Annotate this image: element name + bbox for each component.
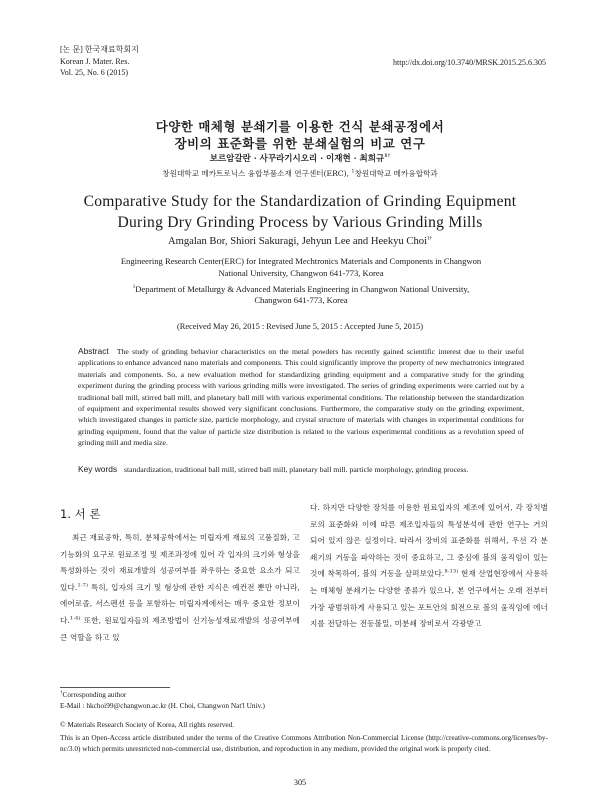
korean-affiliation-1: 창원대학교 메카트로닉스 융합부품소재 연구센터(ERC), bbox=[162, 169, 352, 178]
body-right-text-2: 현재 산업현장에서 사용하는 매체형 분쇄기는 다양한 종류가 있으나, 본 연구에서는 오래 전부터 가장 광범위하게 사용되고 있는 포트안의 회전으로 볼의 움직임에 에너지를 전달하는 전동볼밀, 미분쇄 장비로서 각광받고 bbox=[310, 569, 548, 629]
journal-header bbox=[60, 44, 139, 79]
license-text: This is an Open-Access article distributed under the terms of the Creative Commons Attribution Non-Commercial License (http://creative-commons.org/licenses/by-nc/3.0) which permits unrestricted non-commercial use, distribution, and reproduction in any medium, provided the original work is properly cited. bbox=[60, 733, 548, 753]
received-dates: (Received May 26, 2015 : Revised June 5, 2015 : Accepted June 5, 2015) bbox=[176, 322, 424, 331]
section-heading-introduction: 1. 서 론 bbox=[60, 507, 101, 521]
english-affiliation-line1: Engineering Research Center(ERC) for Integrated Mechtronics Materials and Components in Changwon bbox=[120, 256, 482, 266]
corresponding-author-footnote bbox=[60, 690, 265, 711]
english-affiliation-sup: 1 bbox=[132, 284, 136, 290]
english-author-names: Amgalan Bor, Shiori Sakuragi, Jehyun Lee and Heekyu Choi bbox=[167, 236, 428, 247]
korean-title-line1: 다양한 매체형 분쇄기를 이용한 건식 분쇄공정에서 bbox=[155, 119, 445, 134]
english-title-line1: Comparative Study for the Standardization of Grinding Equipment bbox=[83, 193, 517, 210]
body-left-column bbox=[60, 530, 300, 646]
keywords-text: standardization, traditional ball mill, stirred ball mill, planetary ball mill. particle morphology, grinding process. bbox=[124, 465, 469, 474]
english-title-line2: During Dry Grinding Process by Various Grinding Mills bbox=[117, 213, 483, 231]
citation-sup: 8-13) bbox=[444, 568, 459, 575]
body-left-text-3: 또한, 원료입자들의 제조방법이 신기능성재료개발의 성공여부에 큰 역할을 하고 있 bbox=[60, 615, 300, 642]
journal-volume: Vol. 25, No. 6 (2015) bbox=[60, 68, 129, 77]
keywords bbox=[78, 464, 524, 474]
korean-author-sup: 1† bbox=[384, 153, 391, 160]
citation-sup: 1-7) bbox=[77, 582, 89, 589]
abstract-text: The study of grinding behavior characteristics on the metal powders has recently gained scientific interest due to their useful applications to enhance advanced nano materials and components. This could significantly improve the property of new mechatronics integrated materials and components. So, a new evaluation method for standardizing grinding equipment and a comparative study for the grinding experiment during the grinding process with various grinding mills were investigated. The series of grinding experiments were carried out by a traditional ball mill, stirred ball mill, and planetary ball mill with various experimental conditions. The relationship between the standardization of equipment and experimental results showed very significant conclusions. Furthermore, the comparative study on the grinding experiment, which investigated changes in particle size, particle morphology, and crystal structure of materials with changes in experimental conditions for grinding equipment, found that the value of particle size distribution is related to the various experimental conditions as a revolution speed of grinding mill and media size. bbox=[78, 347, 524, 448]
abstract-label: Abstract bbox=[78, 346, 109, 356]
page-number: 305 bbox=[293, 778, 307, 787]
english-title bbox=[0, 192, 600, 233]
doi-link[interactable]: http://dx.doi.org/10.3740/MRSK.2015.25.6.305 bbox=[393, 58, 546, 67]
body-left-text-2: 특히, 입자의 크기 및 형상에 관한 지식은 예컨전 뿐만 아니라, 에어로졸, 서스펜션 등을 포함하는 미립자계에서는 매우 중요한 정보이다. bbox=[60, 582, 300, 625]
body-left-text-1: 최근 재료공학, 특히, 분체공학에서는 미립자계 재료의 고품질화, 고기능화의 요구로 원료조정 및 제조과정에 있어 각 입자의 크기와 형상을 특성화하는 것이 재료개발의 성공여부를 좌우하는 중요한 요소가 되고 있다. bbox=[60, 533, 300, 592]
body-right-column bbox=[310, 500, 548, 633]
english-authors bbox=[0, 236, 600, 247]
citation-sup: 1-4) bbox=[70, 615, 81, 622]
korean-authors bbox=[0, 152, 600, 164]
english-affiliation-line4: Changwon 641-773, Korea bbox=[254, 295, 348, 306]
copyright-line: © Materials Research Society of Korea, All rights reserved. bbox=[60, 720, 235, 729]
footnote-line1 bbox=[60, 690, 265, 701]
abstract bbox=[78, 346, 524, 449]
footnote-label: Corresponding author bbox=[62, 690, 127, 699]
footnote-email: E-Mail : hkchoi99@changwon.ac.kr (H. Choi, Changwon Nat'l Univ.) bbox=[60, 700, 265, 710]
body-right-text-1: 다. 하지만 다양한 장치를 이용한 원료입자의 제조에 있어서, 각 장치별로의 표준화와 이에 따른 제조입자들의 특성분석에 관한 연구는 거의 되어 있지 않은 실정이다. 따라서 장비의 표준화를 위해서, 우선 각 분쇄기의 거동을 파악하는 것이 중요하고, 그 중심에 볼의 움직임이 있는 것에 착목하여, 볼의 거동을 살펴보았다. bbox=[310, 503, 548, 579]
keywords-label: Key words bbox=[78, 464, 118, 474]
footnote-divider bbox=[60, 687, 170, 688]
dagger-mark: † bbox=[60, 690, 63, 696]
korean-author-names: 보르암갈란 · 사꾸라기시오리 · 이재현 · 최희규 bbox=[209, 154, 385, 164]
journal-name-en: Korean J. Mater. Res. bbox=[60, 56, 130, 66]
english-affiliation-line2: National University, Changwon 641-773, Korea bbox=[218, 267, 384, 278]
copyright-notice bbox=[60, 720, 548, 754]
korean-title bbox=[0, 118, 600, 152]
english-affiliation-line3-text: Department of Metallurgy & Advanced Materials Engineering in Changwon National University, bbox=[135, 283, 470, 294]
korean-title-line2: 장비의 표준화를 위한 분쇄실험의 비교 연구 bbox=[174, 136, 426, 151]
korean-affiliation-sup: 1 bbox=[351, 168, 355, 175]
journal-name-ko: [논 문] 한국재료학회지 bbox=[60, 45, 139, 54]
korean-affiliation bbox=[0, 168, 600, 179]
english-affiliation bbox=[86, 256, 516, 307]
english-affiliation-line3 bbox=[86, 284, 516, 296]
english-author-sup: 1† bbox=[427, 236, 433, 242]
korean-affiliation-2: 창원대학교 메카융합학과 bbox=[354, 169, 438, 178]
